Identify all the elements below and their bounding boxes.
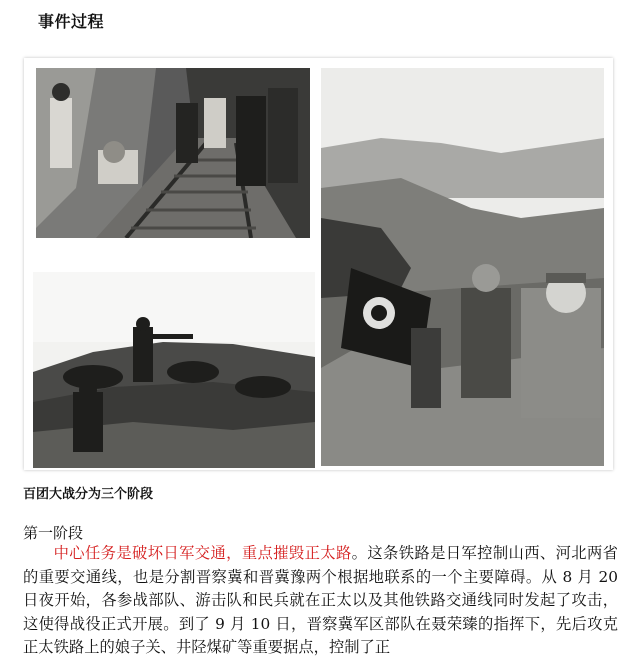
- highlighted-key-task: 中心任务是破坏日军交通，重点摧毁正太路: [53, 544, 352, 562]
- stage-heading: 第一阶段: [23, 524, 84, 542]
- soldiers-assault-photo: [33, 272, 315, 468]
- photo-caption: 百团大战分为三个阶段: [23, 487, 154, 502]
- stage-paragraph: [23, 542, 618, 660]
- soldiers-with-flag-photo: [321, 68, 604, 466]
- photo-collage: [24, 58, 613, 470]
- paragraph-text: 。这条铁路是日军控制山西、河北两省的重要交通线，也是分割晋察冀和晋冀豫两个根据地联系的一个主要障碍。从 8 月 20 日夜开始，各参战部队、游击队和民兵就在正太以及其他铁路交通线同时发起了攻击，这使得战役正式开展。到了 9 月 10 日，晋察冀军区部队在聂荣臻的指挥下，先后攻克正太铁路上的娘子关、井陉煤矿等重要据点，控制了正: [23, 544, 618, 656]
- railway-sabotage-photo: [36, 68, 310, 238]
- section-title: 事件过程: [38, 12, 105, 31]
